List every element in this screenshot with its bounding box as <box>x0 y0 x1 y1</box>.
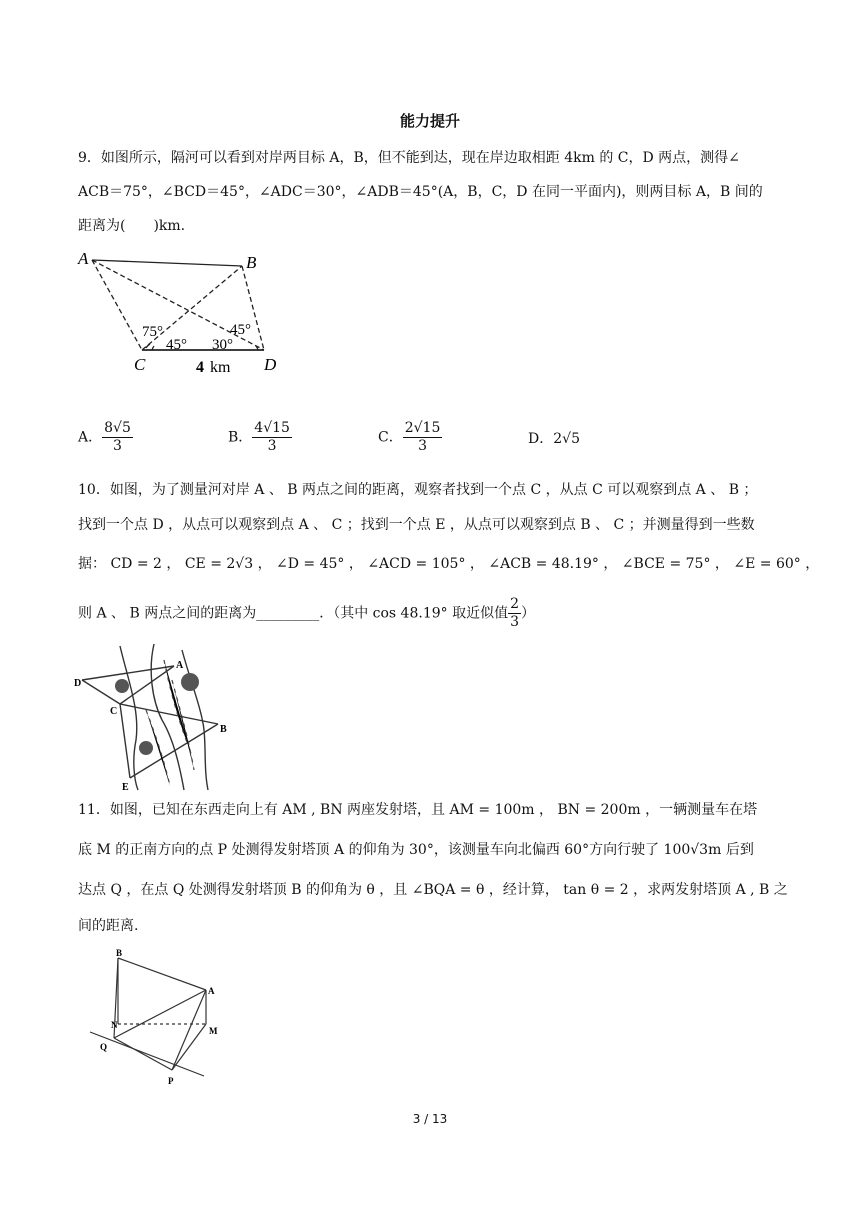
q10-label-c: C <box>110 706 118 717</box>
q9-label-c: C <box>134 355 146 374</box>
q9-option-b-label: B． <box>228 429 253 446</box>
q9-option-b-numerator: 4√15 <box>254 420 290 436</box>
q11-label-m: M <box>209 1026 218 1036</box>
q10-text-line4 <box>78 596 535 631</box>
q9-figure <box>70 248 290 380</box>
q11-text-line4: 间的距离. <box>78 918 139 934</box>
q11-label-q: Q <box>100 1042 108 1052</box>
q10-label-d: D <box>74 678 82 689</box>
q10-line4-start: 则 A 、 B 两点之间的距离为_________．（其中 cos 48.19° 取近似值 <box>78 605 509 622</box>
q10-fraction-numerator: 2 <box>510 596 520 612</box>
q9-option-a-label: A． <box>78 429 103 446</box>
q9-distance-unit: km <box>210 359 231 376</box>
q10-fraction <box>508 596 521 631</box>
q10-text-line2: 找到一个点 D ，从点可以观察到点 A 、 C ；找到一个点 E ，从点可以观察到点 B 、 C ；并测量得到一些数 <box>78 517 755 533</box>
section-title: 能力提升 <box>399 112 460 130</box>
q9-option-c-label: C． <box>378 429 403 446</box>
q9-option-d-label: D． <box>528 431 554 447</box>
q9-option-a-denominator: 3 <box>113 438 122 454</box>
q10-fraction-denominator: 3 <box>510 614 520 630</box>
q9-option-d <box>528 428 580 448</box>
q9-option-c-numerator: 2√15 <box>404 420 441 436</box>
q11-label-b: B <box>116 948 123 958</box>
q9-angle-45-c: 45° <box>166 337 187 353</box>
q9-distance: 4 <box>196 359 204 376</box>
q9-text-line3: 距离为( )km. <box>78 218 186 234</box>
q9-angle-75: 75° <box>142 324 163 340</box>
q11-text-line2: 底 M 的正南方向的点 P 处测得发射塔顶 A 的仰角为 30°，该测量车向北偏西 60°方向行驶了 100√3m 后到 <box>78 842 754 858</box>
q9-option-c-fraction <box>403 420 443 455</box>
q9-option-b <box>228 420 292 455</box>
q9-label-d: D <box>264 355 277 374</box>
q9-option-b-denominator: 3 <box>267 438 277 454</box>
q10-figure <box>70 640 250 792</box>
q9-option-b-fraction <box>252 420 292 455</box>
q9-option-a-numerator: 8√5 <box>104 420 131 436</box>
q11-label-a: A <box>208 986 215 996</box>
q10-text-line1: 10．如图，为了测量河对岸 A 、 B 两点之间的距离，观察者找到一个点 C ，从点 C 可以观察到点 A 、 B ； <box>78 482 758 498</box>
q9-text-line2: ACB＝75°，∠BCD＝45°，∠ADC＝30°，∠ADB＝45°(A，B，C，D 在同一平面内)，则两目标 A，B 间的 <box>78 184 763 200</box>
q9-option-c-denominator: 3 <box>418 438 427 454</box>
q11-label-n: N <box>111 1020 118 1030</box>
q10-text-line3: 据： CD = 2 ， CE = 2√3 ， ∠D = 45° ， ∠ACD = 105° ， ∠ACB = 48.19° ， ∠BCE = 75° ， ∠E = 60° ， <box>78 556 820 572</box>
q9-angle-30: 30° <box>212 337 233 353</box>
page-number: 3 / 13 <box>412 1112 448 1126</box>
q9-label-a: A <box>78 249 89 268</box>
q11-text-line3: 达点 Q ，在点 Q 处测得发射塔顶 B 的仰角为 θ ，且 ∠BQA = θ ，经计算， tan θ = 2 ，求两发射塔顶 A , B 之 <box>78 882 788 898</box>
q9-text-line1: 9．如图所示，隔河可以看到对岸两目标 A，B，但不能到达，现在岸边取相距 4km 的 C，D 两点，测得∠ <box>78 150 740 166</box>
q10-line4-end: ） <box>521 605 536 622</box>
q9-angle-45-d: 45° <box>230 322 251 338</box>
q11-label-p: P <box>168 1076 174 1086</box>
q9-option-c <box>378 420 442 455</box>
q9-option-a-fraction <box>102 420 133 455</box>
q10-label-a: A <box>176 660 184 671</box>
q9-option-d-value: 2√5 <box>553 431 580 447</box>
q9-label-b: B <box>246 253 257 272</box>
q9-option-a <box>78 420 133 455</box>
q10-label-e: E <box>122 782 129 793</box>
q10-label-b: B <box>220 724 227 735</box>
q11-figure <box>86 944 216 1090</box>
q11-text-line1: 11．如图，已知在东西走向上有 AM , BN 两座发射塔，且 AM = 100m ， BN = 200m ，一辆测量车在塔 <box>78 802 758 818</box>
